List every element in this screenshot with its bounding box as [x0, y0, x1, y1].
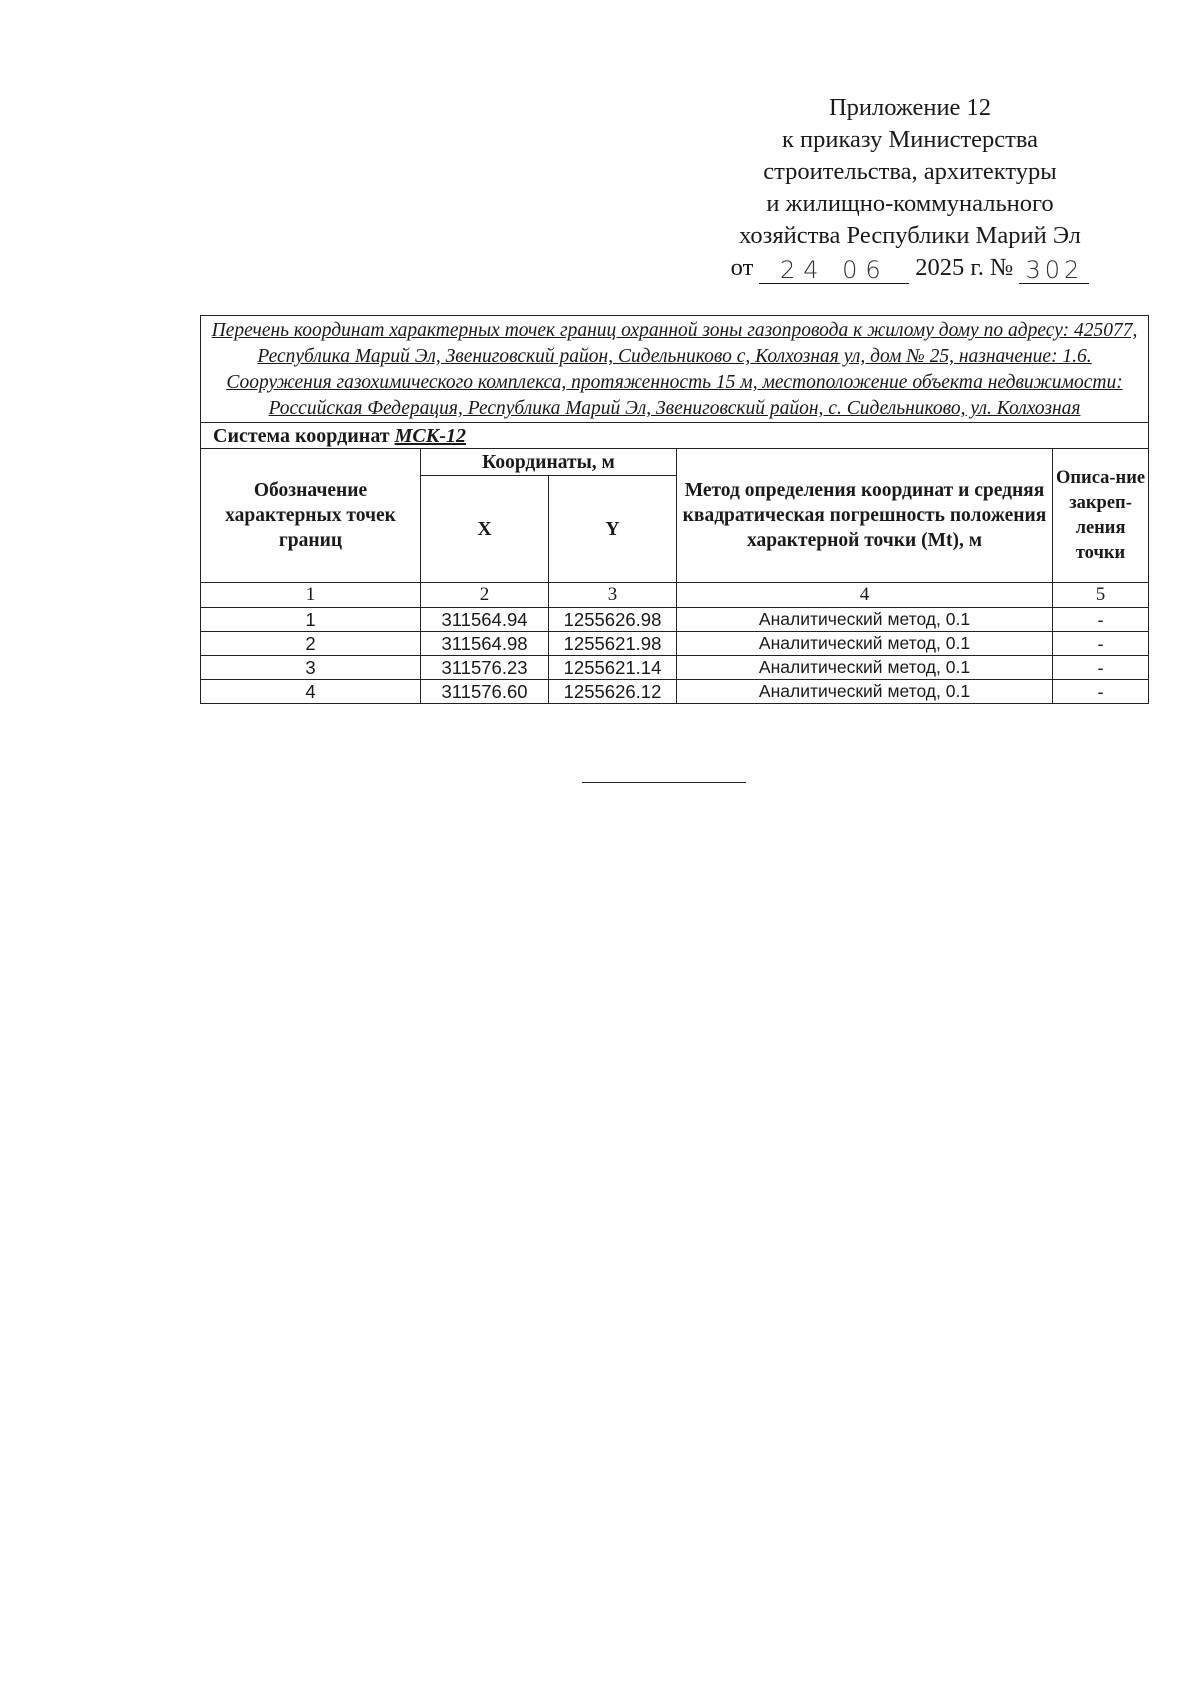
method-cell: Аналитический метод, 0.1: [677, 656, 1053, 680]
table-row: [201, 632, 1149, 656]
description-cell: -: [1053, 608, 1149, 632]
x-cell: 311576.23: [421, 656, 549, 680]
column-number: 5: [1053, 583, 1149, 608]
appendix-title: Приложение 12: [828, 94, 992, 121]
header-y: Y: [549, 476, 677, 583]
x-cell: 311564.94: [421, 608, 549, 632]
y-cell: 1255626.98: [549, 608, 677, 632]
table-row: [201, 680, 1149, 704]
ministry-line-1: строительства, архитектуры: [763, 158, 1057, 185]
year-and-number-label: 2025 г. №: [915, 254, 1014, 281]
y-cell: 1255621.98: [549, 632, 677, 656]
method-cell: Аналитический метод, 0.1: [677, 680, 1053, 704]
table-caption: Перечень координат характерных точек границ охранной зоны газопровода к жилому дому по адресу: 425077, Республика Марий Эл, Звениговский район, Сидельниково с, Колхозная ул, дом № 25, назначение: 1.6. Сооружения газохимического комплекса, протяженность 15 м, местоположение объекта недвижимости: Российская Федерация, Республика Марий Эл, Звениговский район, с. Сидельниково, ул. Колхозная: [201, 316, 1149, 423]
header-points: Обозначение характерных точек границ: [201, 449, 421, 583]
date-prefix: от: [730, 254, 754, 281]
column-number: 2: [421, 583, 549, 608]
point-cell: 3: [201, 656, 421, 680]
x-cell: 311564.98: [421, 632, 549, 656]
column-number: 1: [201, 583, 421, 608]
handwritten-order-number: 302: [1019, 257, 1089, 284]
point-cell: 4: [201, 680, 421, 704]
coordinate-system-value: МСК-12: [394, 425, 466, 447]
header-x: X: [421, 476, 549, 583]
coordinates-table: [200, 315, 1149, 704]
y-cell: 1255626.12: [549, 680, 677, 704]
column-number: 3: [549, 583, 677, 608]
column-number: 4: [677, 583, 1053, 608]
header-coordinates: Координаты, м: [421, 449, 677, 476]
appendix-header: [700, 92, 1120, 284]
point-cell: 2: [201, 632, 421, 656]
description-cell: -: [1053, 680, 1149, 704]
point-cell: 1: [201, 608, 421, 632]
closing-divider: [582, 782, 746, 783]
description-cell: -: [1053, 656, 1149, 680]
table-row: [201, 656, 1149, 680]
y-cell: 1255621.14: [549, 656, 677, 680]
column-number-row: [201, 583, 1149, 608]
ministry-line-2: и жилищно-коммунального: [766, 190, 1054, 217]
order-date-row: [700, 252, 1120, 284]
method-cell: Аналитический метод, 0.1: [677, 632, 1053, 656]
header-method: Метод определения координат и средняя квадратическая погрешность положения характерной точки (Mt), м: [677, 449, 1053, 583]
ministry-line-3: хозяйства Республики Марий Эл: [739, 222, 1081, 249]
handwritten-date: 24 06: [759, 257, 909, 284]
method-cell: Аналитический метод, 0.1: [677, 608, 1053, 632]
header-description: Описа-ние закреп-ления точки: [1053, 449, 1149, 583]
coordinate-system-row: [201, 423, 1149, 449]
table-row: [201, 608, 1149, 632]
order-reference-line: к приказу Министерства: [782, 126, 1038, 153]
description-cell: -: [1053, 632, 1149, 656]
x-cell: 311576.60: [421, 680, 549, 704]
coordinate-system-label: Система координат: [213, 425, 390, 447]
